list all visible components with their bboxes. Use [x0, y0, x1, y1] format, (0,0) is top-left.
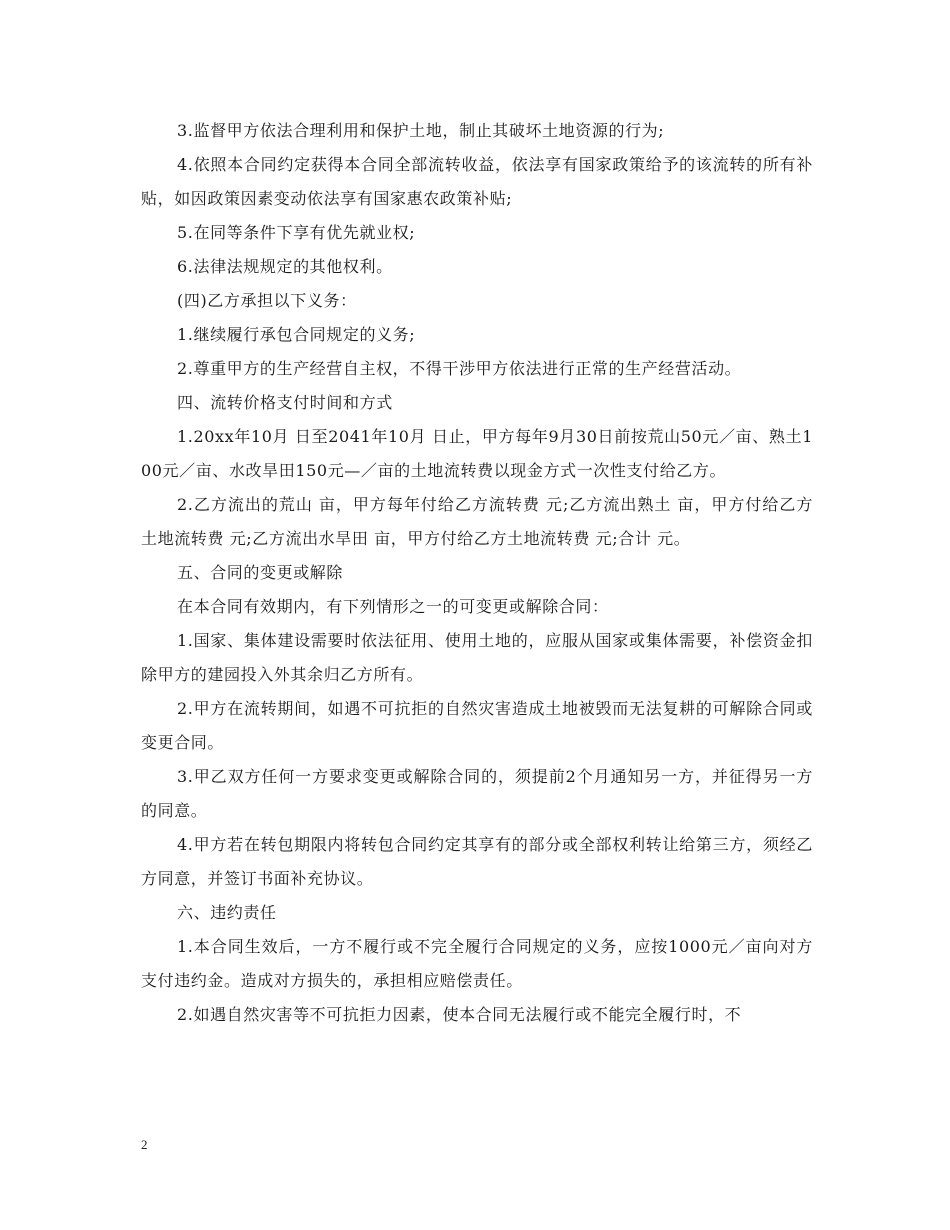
- paragraph: 5.在同等条件下享有优先就业权;: [177, 223, 416, 242]
- paragraph: 4.甲方若在转包期限内将转包合同约定其享有的部分或全部权利转让给第三方，须经乙方同意，并签订书面补充协议。: [141, 835, 813, 888]
- section-subheading: (四)乙方承担以下义务：: [177, 291, 357, 310]
- paragraph: 3.甲乙双方任何一方要求变更或解除合同的，须提前2个月通知另一方，并征得另一方的同意。: [141, 767, 813, 820]
- section-heading: 六、违约责任: [177, 903, 277, 922]
- page-number: 2: [141, 1137, 148, 1152]
- document-body: [141, 114, 813, 1032]
- section-heading: 四、流转价格支付时间和方式: [177, 393, 393, 412]
- paragraph: 1.继续履行承包合同规定的义务;: [177, 325, 416, 344]
- paragraph: 1.本合同生效后，一方不履行或不完全履行合同规定的义务，应按1000元／亩向对方支付违约金。造成对方损失的，承担相应赔偿责任。: [141, 937, 813, 990]
- paragraph: 4.依照本合同约定获得本合同全部流转收益，依法享有国家政策给予的该流转的所有补贴，如因政策因素变动依法享有国家惠农政策补贴;: [141, 155, 813, 208]
- paragraph: 6.法律法规规定的其他权利。: [177, 257, 393, 276]
- paragraph: 在本合同有效期内，有下列情形之一的可变更或解除合同：: [177, 597, 609, 616]
- paragraph: 1.20xx年10月 日至2041年10月 日止，甲方每年9月30日前按荒山50元／亩、熟土100元／亩、水改旱田150元—／亩的土地流转费以现金方式一次性支付给乙方。: [141, 427, 813, 480]
- paragraph: 2.乙方流出的荒山 亩，甲方每年付给乙方流转费 元;乙方流出熟土 亩，甲方付给乙方土地流转费 元;乙方流出水旱田 亩，甲方付给乙方土地流转费 元;合计 元。: [141, 495, 813, 548]
- paragraph: 2.如遇自然灾害等不可抗拒力因素，使本合同无法履行或不能完全履行时，不: [177, 1005, 742, 1024]
- paragraph: 3.监督甲方依法合理利用和保护土地，制止其破坏土地资源的行为;: [177, 121, 665, 140]
- paragraph: 1.国家、集体建设需要时依法征用、使用土地的，应服从国家或集体需要，补偿资金扣除甲方的建园投入外其余归乙方所有。: [141, 631, 813, 684]
- section-heading: 五、合同的变更或解除: [177, 563, 344, 582]
- paragraph: 2.尊重甲方的生产经营自主权，不得干涉甲方依法进行正常的生产经营活动。: [177, 359, 742, 378]
- paragraph: 2.甲方在流转期间，如遇不可抗拒的自然灾害造成土地被毁而无法复耕的可解除合同或变更合同。: [141, 699, 813, 752]
